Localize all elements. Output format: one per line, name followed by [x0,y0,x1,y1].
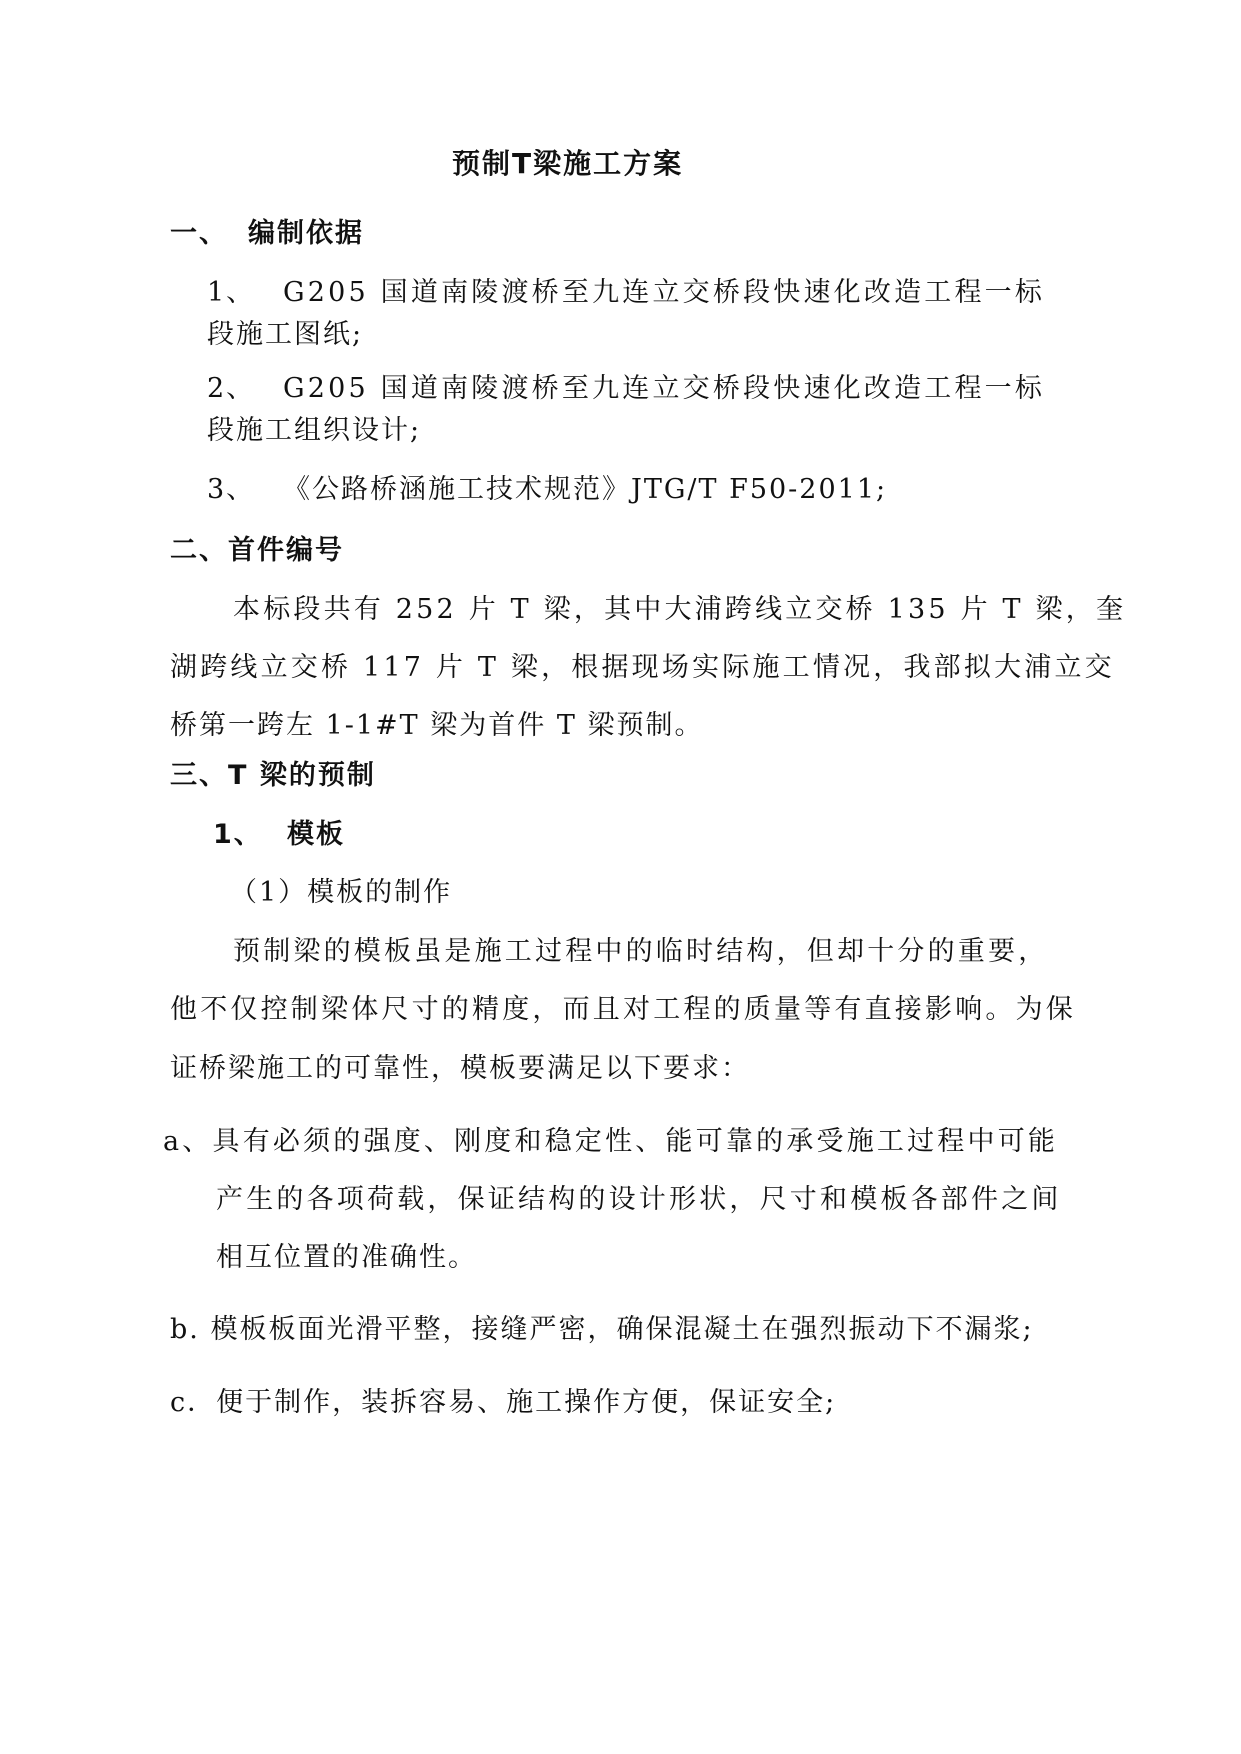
basis-item-1 [207,273,1045,313]
requirement-b: b. 模板板面光滑平整，接缝严密，确保混凝土在强烈振动下不漏浆; [170,1314,1034,1345]
section-3-heading: 三、T 梁的预制 [170,760,376,791]
basis-item-1-line1: G205 国道南陵渡桥至九连立交桥段快速化改造工程一标 [283,277,1046,308]
section-3-para-line-2: 他不仅控制梁体尺寸的精度，而且对工程的质量等有直接影响。为保 [170,994,1076,1025]
requirement-a-line-3: 相互位置的准确性。 [216,1242,477,1273]
basis-item-3-number: 3、 [207,474,256,505]
basis-item-3-line1: 《公路桥涵施工技术规范》JTG/T F50-2011; [283,474,888,505]
section-2-para-line-2: 湖跨线立交桥 117 片 T 梁，根据现场实际施工情况，我部拟大浦立交 [170,652,1115,683]
basis-item-2-number: 2、 [207,373,256,404]
basis-item-2 [207,369,1045,409]
basis-item-1-line2: 段施工图纸; [207,319,364,350]
requirement-c: c．便于制作，装拆容易、施工操作方便，保证安全; [170,1387,837,1418]
basis-item-2-line2: 段施工组织设计; [207,415,422,446]
subsubsection-heading: （1）模板的制作 [230,877,453,908]
section-1-number: 一、 [170,218,228,249]
subsection-1-title: 模板 [287,819,345,850]
requirement-a-line-2: 产生的各项荷载，保证结构的设计形状，尺寸和模板各部件之间 [216,1184,1062,1215]
section-2-heading: 二、首件编号 [170,535,344,566]
subsection-1-heading [213,815,345,855]
section-1-title: 编制依据 [248,218,364,249]
section-3-para-line-3: 证桥梁施工的可靠性，模板要满足以下要求： [170,1053,750,1084]
subsection-1-number: 1、 [213,819,263,850]
section-3-para-line-1: 预制梁的模板虽是施工过程中的临时结构，但却十分的重要， [233,936,1049,967]
section-1-heading [170,214,364,254]
section-2-para-line-3: 桥第一跨左 1-1#T 梁为首件 T 梁预制。 [170,710,704,741]
document-title: 预制T梁施工方案 [452,147,684,180]
basis-item-3 [207,470,887,510]
basis-item-2-line1: G205 国道南陵渡桥至九连立交桥段快速化改造工程一标 [283,373,1046,404]
basis-item-1-number: 1、 [207,277,256,308]
requirement-a-line-1: a、具有必须的强度、刚度和稳定性、能可靠的承受施工过程中可能 [163,1126,1059,1157]
section-2-para-line-1: 本标段共有 252 片 T 梁，其中大浦跨线立交桥 135 片 T 梁，奎 [233,594,1127,625]
